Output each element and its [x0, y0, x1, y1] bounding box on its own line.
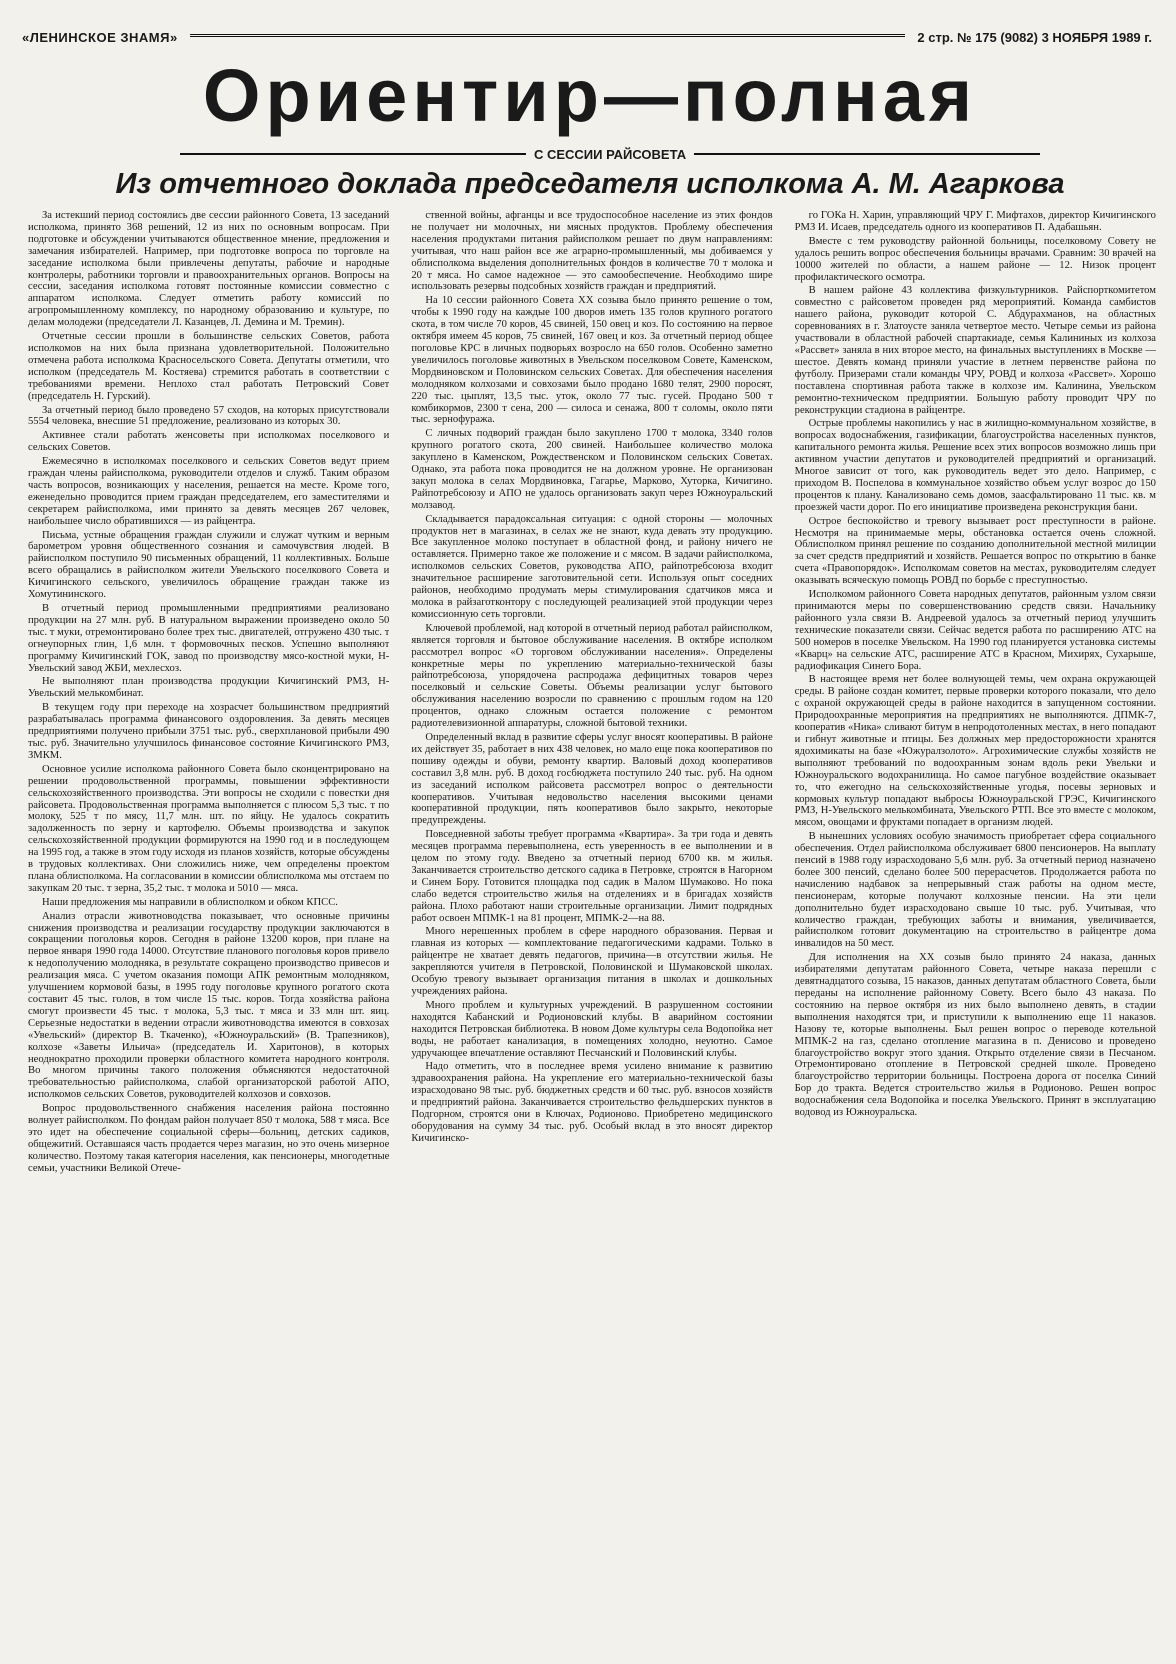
masthead [22, 26, 1152, 48]
body-paragraph: Письма, устные обращения граждан служили и служат чутким и верным барометром уровня общественного сознания и самочувствия людей. В райисполком поступило 90 письменных обращений, 11 коллективных. Больше всего обращались в райисполком жители Увельского поселкового Совета и Кичигинского сельского, увеличилось обращение граждан также из Хомутининского. [28, 529, 390, 601]
body-paragraph: Острые проблемы накопились у нас в жилищно-коммунальном хозяйстве, в вопросах водоснабжения, газификации, благоустройства населенных пунктов, капитального ремонта жилья. Решение всех этих вопросов возможно лишь при активном участии депутатов и руководителей предприятий и организаций. Многое зависит от того, как руководитель ведет это дело. Например, с приходом В. Поспелова в коммунальное хозяйство объем услуг возрос до 150 процентов к плану. Канализовано семь домов, заасфальтировано 11 тыс. кв. м проезжей части дорог. По его инициативе произведена реконструкция бани. [794, 418, 1156, 513]
masthead-rule [190, 34, 906, 41]
body-paragraph: Вместе с тем руководству районной больницы, поселковому Совету не удалось решить вопрос обеспечения больницы врачами. Сравним: 30 врачей на 10000 жителей по области, а нашем районе — 12. Низок процент профилактического осмотра. [794, 235, 1156, 283]
article-headline: Ориентир—полная [202, 54, 978, 137]
column-3 [795, 210, 1156, 1650]
body-paragraph: Основное усилие исполкома районного Совета было сконцентрировано на решении продовольственной программы, повышении эффективности сельскохозяйственного производства. Эти вопросы не сходили с повестки дня райсовета. Продовольственная программа выполняется с плюсом 5,3 тыс. т по молоку, 525 т по мясу, 11,7 млн. шт. по яйцу. Не удалось сократить задолженность по зерну и картофелю. Объемы производства и закупок сельскохозяйственной продукции формируются на 1990 год и в последующем на 1995 год, а также в этом году исходя из планов хозяйств, которые обсуждены в трудовых коллективах. Они сложились ниже, чем определены проектом плана облисполкома. На согласовании в комиссии облисполкома мы отстаем по закупкам 20 тыс. т зерна, 35,2 тыс. т молока и 5010 — мяса. [28, 763, 390, 894]
rubric-rule-right [694, 153, 1040, 155]
body-paragraph: В нашем районе 43 коллектива физкультурников. Райспорткомитетом совместно с райсоветом проведен ряд мероприятий. Команда самбистов нашего района, руководит которой С. Абдурахманов, на областных соревнованиях в г. Златоусте заняла четвертое место. Четыре семьи из района участвовали в областной рабочей спартакиаде, семья Калининых из колхоза «Рассвет» заняла в них второе место, на финальных выступлениях в Москве — шестое. Девять команд приняли участие в летнем первенстве района по футболу. Призерами стали команды ЧРУ, РОВД и колхоза «Рассвет». Хорошо поставлена спортивная работа также в колхозе им. Калинина, Увельском ремонтно-техническом предприятии. Большую работу проводит ЧРУ по реконструкции стадиона в райцентре. [794, 285, 1156, 416]
body-paragraph: ственной войны, афганцы и все трудоспособное население из этих фондов не получает ни молочных, ни мясных продуктов. Проблему обеспечения населения продуктами питания райисполком решает по двум направлениям: учитывая, что наш район все же аграрно-промышленный, мы добиваемся у облисполкома выделения дополнительных фондов в количестве 70 т молока и 20 т мяса. Но самое надежное — это самообеспечение. Необходимо шире использовать резервы подсобных хозяйств граждан и предприятий. [411, 210, 773, 293]
body-paragraph: Отчетные сессии прошли в большинстве сельских Советов, работа исполкомов на них была признана удовлетворительной. Положительно отмечена работа исполкома Красносельского Совета. Депутаты отметили, что исполком (председатель М. Костяева) стремится работать в соответствии с требованиями времени. Неплохо стал работать Петровский Совет (председатель Н. Гурский). [28, 331, 390, 402]
body-paragraph: Повседневной заботы требует программа «Квартира». За три года и девять месяцев программа перевыполнена, есть уверенность в ее выполнении и в целом по этому году. Введено за отчетный период 6700 кв. м жилья. Заканчивается строительство детского садика в Петровке, строятся в Нагорном и Синем Бору. Готовится площадка под садик в Малом Шумаково. Но пока слабо ведется строительство жилья на отделениях и в бригадах хозяйств района. Плохо работают наши строительные организации. Лимит подрядных работ освоен МПМК-1 на 81 процент, МПМК-2—на 88. [411, 829, 773, 924]
body-paragraph: Для исполнения на XX созыв было принято 24 наказа, данных избирателями депутатам районного Совета, четыре наказа перешли с девятнадцатого созыва, 15 наказов, данных депутатам областного Совета, были переданы на исполнение районному Совету. Всего было 43 наказа. По состоянию на первое октября из них было выполнено девять, в стадии выполнения находятся три, и приступили к выполнению еще 11 наказов. Назову те, которые выполнены. Был решен вопрос о переводе котельной МПМК-2 на газ, сделано отопление магазина в п. Денисово и проведено благоустройство вокруг этого здания. Открыто отделение связи в Песчаном. Отремонтировано отопление в Петровской средней школе. Проведено благоустройство территории больницы. Построена дорога от поселка Синий Бор до тракта. Ведется строительство жилья в Родионово. Решен вопрос водоснабжения села Водопойка и поселка Увельского. Принят в эксплуатацию водовод из Южноуральска. [794, 952, 1156, 1119]
body-paragraph: Надо отметить, что в последнее время усилено внимание к развитию здравоохранения района. На укрепление его материально-технической базы израсходовано 98 тыс. руб. бюджетных средств и 60 тыс. руб. взносов хозяйств и предприятий района. Заканчивается строительство фельдшерских пунктов в Подгорном, строятся они в Ключах, Родионово. Приобретено медицинского оборудования на сумму 34 тыс. руб. Особый вклад в это вносят директор Кичигинско- [411, 1061, 773, 1144]
body-paragraph: Много проблем и культурных учреждений. В разрушенном состоянии находятся Кабанский и Родионовский клубы. В аварийном состоянии находится Петровская библиотека. В новом Доме культуры села Водопойка нет воды, не работает канализация, в помещениях холодно, неуютно. Самое удручающее впечатление оставляют Песчанский и Половинский клубы. [411, 999, 773, 1059]
issue-line: 2 стр. № 175 (9082) 3 НОЯБРЯ 1989 г. [917, 29, 1152, 45]
body-paragraph: В нынешних условиях особую значимость приобретает сфера социального обеспечения. Отдел райисполкома обслуживает 6800 пенсионеров. На выплату пенсий в 1988 году израсходовано 5,6 млн. руб. За отчетный период назначено более 300 пенсий, сделано более 500 перерасчетов. Продолжается работа по начислению надбавок за непрерывный стаж работы на одном месте, пенсионерам, которые получают колхозные пенсии. На эти цели дополнительно будет израсходовано свыше 10 тыс. руб. Учитывая, что количество граждан, требующих заботы и внимания, увеличивается, райисполком готовит документацию на строительство в райцентре дома инвалидов на 50 мест. [794, 831, 1156, 950]
rubric-label: С СЕССИИ РАЙСОВЕТА [533, 146, 687, 162]
body-paragraph: Вопрос продовольственного снабжения населения района постоянно волнует райисполком. По фондам район получает 850 т молока, 588 т мяса. Все это идет на обеспечение социальной сферы—больниц, детских садиков, общежитий. Оставшаяся часть продается через магазин, но это очень мизерное количество. Поэтому такая категория населения, как пенсионеры, многодетные семьи, участники Великой Отече- [28, 1103, 390, 1174]
body-paragraph: За истекший период состоялись две сессии районного Совета, 13 заседаний исполкома, принято 368 решений, 12 из них по основным вопросам. При подготовке и обсуждении учитываются общественное мнение, предложения и замечания избирателей. Например, при подготовке вопроса по торговле на заседание исполкома были привлечены депутаты, рабочие и народные контролеры, работники торговли и правоохранительных органов. Вопросы на сессии, заседания исполкома готовят постоянные комиссии совместно с аппаратом исполкома. Следует отметить работу комиссий по агропромышленному комплексу, по народному образованию и культуре, по делам молодежи (председатели Л. Казанцев, Л. Демина и М. Тремин). [28, 210, 390, 329]
body-paragraph: Исполкомом районного Совета народных депутатов, районным узлом связи принимаются меры по совершенствованию средств связи. Начальнику районного узла связи В. Андреевой удалось за отчетный период улучшить технические показатели связи. Сейчас ведется работа по расширению АТС на 500 номеров в поселке Увельском. На 1990 год планируется установка системы «Кварц» на сельские АТС, расширение АТС в Красном, Михирях, Сухарыше, радиофикация Синего Бора. [794, 589, 1156, 672]
body-paragraph: Острое беспокойство и тревогу вызывает рост преступности в районе. Несмотря на принимаемые меры, обстановка остается очень сложной. Облисполком принял решение по созданию дополнительной местной милиции за счет средств предприятий и хозяйств. Решается вопрос по открытию в банке счета «Правопорядок». Исполкомам советов на местах, руководителям следует оказывать всяческую помощь РОВД по борьбе с преступностью. [794, 515, 1156, 587]
body-paragraph: За отчетный период было проведено 57 сходов, на которых присутствовали 5554 человека, внесшие 51 предложение, реализовано из которых 30. [28, 404, 390, 428]
body-paragraph: В настоящее время нет более волнующей темы, чем охрана окружающей среды. В районе создан комитет, первые проверки которого показали, что дело с охраной окружающей среды в районе находится в запущенном состоянии. Природоохранные мероприятия на предприятиях не выполняются. ДПМК-7, кооператив «Ника» сливают битум в непродотоленных местах, в него попадают и гибнут животные и птицы. Без должных мер предосторожности хранятся ядохимикаты на базе «Южуралзолото». Агрохимические службы хозяйств не выполняют требований по водоохранным зонам вдоль реки Увельки и Южноуральского водохранилища. Но самое пагубное воздействие оказывает то, что ежегодно на сельскохозяйственные угодья, посевы зерновых и кормовых культур попадают выбросы Южноуральской ГРЭС, Кичигинского РМЗ, Н-Увельского мелькомбината, Увельского РТП. Все это вместе с молоком, мясом, овощами и фруктами попадает в организм людей. [794, 674, 1156, 829]
article-body [28, 210, 1156, 1650]
body-paragraph: Складывается парадоксальная ситуация: с одной стороны — молочных продуктов нет в магазинах, в селах же не знают, куда девать эту продукцию. Все закупленное молоко поступает в областной фонд, и району ничего не оставляется. Примерно такое же положение и с мясом. В задачи райисполкома, исполкомов сельских Советов, руководства АПО, райпотребсоюза входит значительное расширение заготовительной сети. Используя опыт соседних районов, необходимо продумать меры стимулирования сдатчиков мяса и молока в райзаготконтору с последующей реализацией этой продукции через комиссионную сеть торговли. [411, 513, 773, 620]
body-paragraph: В текущем году при переходе на хозрасчет большинством предприятий разрабатывалась программа финансового оздоровления. За девять месяцев предприятиями получено прибыли 3751 тыс. руб., сверхплановой прибыли 490 тыс. руб. Значительно улучшилось финансовое состояние Кичигинского РМЗ, ЗМКМ. [28, 702, 390, 761]
rubric-rule-left [180, 153, 526, 155]
body-paragraph: В отчетный период промышленными предприятиями реализовано продукции на 27 млн. руб. В натуральном выражении произведено около 50 тыс. т муки, отремонтировано более трех тыс. двигателей, отгружено 430 тыс. т огнеупорных глин, 1,6 млн. т формовочных песков. Успешно выполняют программу Кичигинский ГОК, завод по производству мясо-костной муки, Н-Увельский завод ЖБИ, мехлесхоз. [28, 603, 390, 674]
body-paragraph: Много нерешенных проблем в сфере народного образования. Первая и главная из которых — комплектование педагогическими кадрами. Только в райцентре не хватает девять педагогов, причина—в отсутствии жилья. Не закрепляются учителя в Петровской, Половинской и Шумаковской школах. Особую тревогу вызывает организация питания в школах и дошкольных учреждениях района. [411, 926, 773, 997]
rubric-bar [180, 147, 1040, 161]
body-paragraph: Анализ отрасли животноводства показывает, что основные причины снижения производства и реализации государству продукции заключаются в сокращении поголовья коров. Сегодня в районе 13200 коров, при плане на первое января 1990 года 14000. Отсутствие планового поголовья коров привело к недополучению молодняка, в результате сокращено производство привесов и реализация мяса. С учетом оказания помощи АПК ремонтным молодняком, улучшением кормовой базы, в 1995 году поголовье крупного рогатого скота составит 45 тыс. голов, в том числе 15 тыс. коров. Тогда хозяйства района смогут произвести 45 тыс. т молока, 5,3 тыс. т мяса и 33 млн шт. яиц. Серьезные недостатки в ведении отрасли животноводства имеются в совхозах «Увельский» (директор В. Ткаченко), «Южноуральский» (В. Трапезников), колхозе «Заветы Ильича» (председатель И. Харитонов), в которых неоднократно проходили проверки областного комитета народного контроля. Во многом причины такого положения объясняются недостаточной требовательностью райисполкома, слабой организаторской работой АПО, исполкомов сельских Советов, руководителей колхозов и совхозов. [28, 910, 390, 1101]
body-paragraph: Не выполняют план производства продукции Кичигинский РМЗ, Н-Увельский мелькомбинат. [28, 676, 390, 700]
article-subheadline: Из отчетного доклада председателя исполкома А. М. Агаркова [115, 168, 1065, 200]
column-1 [28, 210, 389, 1650]
body-paragraph: Активнее стали работать женсоветы при исполкомах поселкового и сельских Советов. [28, 430, 390, 454]
column-2 [411, 210, 772, 1650]
body-paragraph: Ключевой проблемой, над которой в отчетный период работал райисполком, является торговля и бытовое обслуживание населения. В октябре исполком рассмотрел вопрос «О торговом обслуживании населения». Определены конкретные меры по укреплению материально-технической базы райпотребсоюза, упорядочена распродажа дефицитных товаров через поселковый и сельские Советы. Объемы реализации услуг бытового обслуживания населению возросли по сравнению с прошлым годом на 120 процентов, однако сложным остается положение с ремонтом радиотелевизионной аппаратуры, сложной бытовой техники. [411, 622, 773, 730]
newspaper-name: «ЛЕНИНСКОЕ ЗНАМЯ» [22, 29, 178, 45]
body-paragraph: Определенный вклад в развитие сферы услуг вносят кооперативы. В районе их действует 35, работает в них 438 человек, но мало еще пока кооперативов по пошиву одежды и обуви, ремонту квартир. Валовый доход кооперативов составил 3,8 млн. руб. В доход госбюджета поступило 240 тыс. руб. На одном из заседаний исполком райсовета рассмотрел вопрос о деятельности кооперативов. Учитывая недовольство населения высокими ценами кооперативной продукции, пять кооперативов было закрыто, некоторые предупреждены. [411, 731, 773, 827]
body-paragraph: Ежемесячно в исполкомах поселкового и сельских Советов ведут прием граждан члены райисполкома, руководители отделов и служб. Таким образом часть вопросов, возникающих у населения, решается на месте. Кроме того, еженедельно проводится прием граждан председателем, его заместителями и секретарем райисполкома, ими принято за девять месяцев 267 человек, наибольшее число обратившихся — из райцентра. [28, 456, 390, 527]
body-paragraph: С личных подворий граждан было закуплено 1700 т молока, 3340 голов крупного рогатого скота, 200 свиней. Наибольшее количество молока закуплено в Каменском, Рождественском и Половинском сельских Советах. Однако, эта работа пока проводится не на должном уровне. Не организован закуп молока в селах Мордвиновка, Гагарье, Марково, Хуторка, Кичигино. Райпотребсоюзу и АПО не удалось организовать закуп через Южноуральский молзавод. [411, 428, 773, 511]
body-paragraph: го ГОКа Н. Харин, управляющий ЧРУ Г. Мифтахов, директор Кичигинского РМЗ И. Исаев, председатель одного из кооперативов П. Адабашьян. [794, 210, 1156, 233]
body-paragraph: Наши предложения мы направили в облисполком и обком КПСС. [42, 896, 338, 908]
body-paragraph: На 10 сессии районного Совета XX созыва было принято решение о том, чтобы к 1990 году на каждые 100 дворов иметь 135 голов крупного рогатого скота, в том числе 70 коров, 45 свиней, 150 овец и коз. По состоянию на первое октября имеем 45 коров, 75 свиней, 167 овец и коз. За отчетный период общее поголовье КРС в личных подворьях возросло на 650 голов. Особенно заметно увеличилось поголовье животных в Увельском поселковом Совете, Каменском, Мордвиновском и Половинском сельских Советах. Для обеспечения населения молодняком колхозами и совхозами было продано 1680 телят, 2900 поросят, 220 тыс. цыплят, 13,5 тыс. уток, около 77 тыс. гусей. Продано 500 т комбикормов, 2300 т сена, 200 — силоса и сенажа, 800 т соломы, около пяти тыс. зернофуража. [411, 295, 773, 426]
